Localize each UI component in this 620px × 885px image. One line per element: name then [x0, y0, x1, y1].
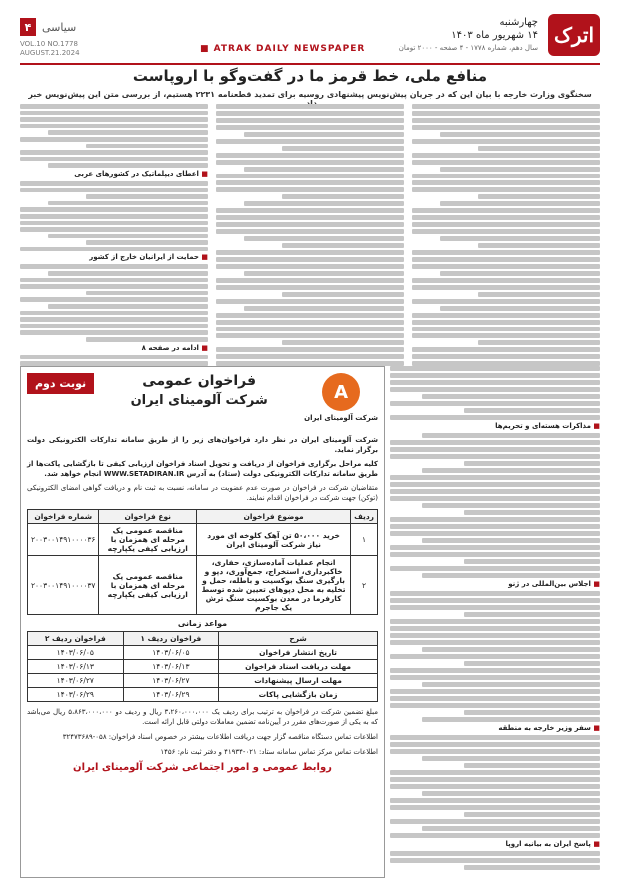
body-text-line [390, 833, 600, 838]
company-logo [304, 373, 378, 422]
body-text-line [390, 598, 600, 603]
row-subject: انجام عملیات آماده‌سازی، حفاری، خاکبرداری، استخراج، جمع‌آوری، دپو و بارگیری سنگ بوکسیت و باطله، حمل و تخلیه به محل دپوهای تعیین شده توسط کارفرما در معدن بوکسیت سنگ ترش یک جاجرم [197, 556, 351, 615]
deadlines-label: مواعد زمانی [177, 619, 228, 628]
body-text-line [412, 347, 600, 352]
body-text-line [244, 306, 404, 311]
body-text-line [390, 475, 600, 480]
body-text-line [422, 791, 601, 796]
body-text-line [216, 257, 404, 262]
body-text-line [422, 433, 601, 438]
ad-note: متقاضیان شرکت در فراخوان در صورت عدم عضویت در سامانه، نسبت به ثبت نام و دریافت گواهی امضای الکترونیکی (توکن) جهت شرکت در فراخوان اقدام نمایند. [27, 484, 378, 502]
body-text-line [412, 222, 600, 227]
body-text-line [216, 333, 404, 338]
body-text-line [20, 264, 208, 269]
body-text-line [390, 770, 600, 775]
row-number: ۲۰۰۳۰۰۱۴۹۱۰۰۰۰۳۶ [28, 524, 99, 556]
body-text-line [20, 297, 208, 302]
body-text-line [390, 749, 600, 754]
body-text-line [216, 125, 404, 130]
article-subhead-text: ادامه در صفحه ۸ [141, 343, 199, 352]
body-text-line [412, 125, 600, 130]
body-text-line [282, 292, 404, 297]
date-r2: ۱۴۰۳/۰۶/۲۹ [28, 688, 124, 702]
date-r1: ۱۴۰۳/۰۶/۲۷ [123, 674, 219, 688]
article-column-4 [390, 366, 600, 878]
body-text-line [464, 510, 601, 515]
body-text-line [390, 654, 600, 659]
body-text-line [412, 187, 600, 192]
body-text-line [86, 291, 208, 296]
body-text-line [440, 201, 600, 206]
body-text-line [478, 292, 600, 297]
article-subhead [390, 422, 600, 431]
date-label: زمان بازگشایی پاکات [219, 688, 378, 702]
body-text-line [390, 640, 600, 645]
body-text-line [412, 153, 600, 158]
body-text-line [216, 187, 404, 192]
issue-date: ۱۴ شهریور ماه ۱۴۰۳ [451, 30, 538, 41]
article-column-2 [216, 104, 404, 366]
article-subhead-text: سفر وزیر خارجه به منطقه [498, 724, 591, 732]
body-text-line [20, 284, 208, 289]
row-type: مناقصه عمومی یک مرحله ای همزمان با ارزیابی کیفی یکپارچه [99, 524, 197, 556]
bullet-icon: ■ [590, 580, 600, 588]
ad-title: فراخوان عمومی [142, 373, 257, 389]
body-text-line [86, 194, 208, 199]
body-text-line [20, 355, 208, 360]
body-text-line [390, 742, 600, 747]
weekday: چهارشنبه [499, 17, 538, 28]
body-text-line [464, 763, 601, 768]
body-text-line [390, 373, 600, 378]
body-text-line [412, 111, 600, 116]
body-text-line [412, 215, 600, 220]
article-columns [20, 104, 600, 366]
body-text-line [390, 675, 600, 680]
table-row [28, 524, 378, 556]
body-text-line [390, 798, 600, 803]
body-text-line [412, 264, 600, 269]
body-text-line [282, 340, 404, 345]
body-text-line [216, 111, 404, 116]
volume-info [20, 40, 80, 58]
body-text-line [244, 201, 404, 206]
body-text-line [422, 468, 601, 473]
body-text-line [412, 257, 600, 262]
date-r1: ۱۴۰۳/۰۶/۰۵ [123, 646, 219, 660]
body-text-line [216, 347, 404, 352]
body-text-line [390, 380, 600, 385]
body-text-line [390, 858, 600, 863]
body-text-line [216, 104, 404, 109]
tender-table [27, 509, 378, 615]
date-r2: ۱۴۰۳/۰۶/۱۳ [28, 660, 124, 674]
contact-info: اطلاعات تماس دستگاه مناقصه گزار جهت دریافت اطلاعات بیشتر در خصوص اسناد فراخوان: ۰۵۸-۳۲۴۷۳۶۸۹ [62, 733, 378, 741]
ad-intro-3-text: انجام خواهد شد. [44, 470, 102, 478]
body-text-line [282, 146, 404, 151]
table-row [28, 674, 378, 688]
body-text-line [390, 524, 600, 529]
body-text-line [216, 299, 404, 304]
nameplate: ■ ATRAK DAILY NEWSPAPER [200, 44, 366, 54]
body-text-line [478, 146, 600, 151]
body-text-line [390, 784, 600, 789]
body-text-line [390, 566, 600, 571]
body-text-line [20, 324, 208, 329]
body-text-line [216, 285, 404, 290]
body-text-line [20, 150, 208, 155]
body-text-line [48, 234, 208, 239]
body-text-line [20, 214, 208, 219]
body-text-line [216, 153, 404, 158]
body-text-line [412, 333, 600, 338]
body-text-line [216, 327, 404, 332]
body-text-line [412, 278, 600, 283]
bullet-icon: ■ [198, 343, 208, 352]
masthead [20, 14, 600, 64]
bullet-icon: ■ [590, 840, 600, 848]
body-text-line [20, 227, 208, 232]
body-text-line [390, 696, 600, 701]
body-text-line [464, 612, 601, 617]
body-text-line [412, 139, 600, 144]
body-text-line [244, 236, 404, 241]
row-number: ۲۰۰۳۰۰۱۴۹۱۰۰۰۰۳۷ [28, 556, 99, 615]
issue-date-latin: AUGUST.21.2024 [20, 49, 80, 57]
col-header-subject: موضوع فراخوان [197, 510, 351, 524]
body-text-line [20, 124, 208, 129]
body-text-line [390, 545, 600, 550]
body-text-line [440, 306, 600, 311]
body-text-line [20, 247, 208, 252]
bullet-icon: ■ [590, 422, 600, 430]
row-index: ۲ [351, 556, 378, 615]
body-text-line [282, 194, 404, 199]
body-text-line [390, 387, 600, 392]
body-text-line [422, 756, 601, 761]
body-text-line [412, 313, 600, 318]
body-text-line [390, 517, 600, 522]
body-text-line [390, 366, 600, 371]
body-text-line [216, 215, 404, 220]
body-text-line [422, 394, 601, 399]
bullet-icon: ■ [198, 169, 208, 178]
article-subhead [390, 724, 600, 733]
body-text-line [422, 647, 601, 652]
body-text-line [244, 167, 404, 172]
body-text-line [86, 240, 208, 245]
body-text-line [216, 180, 404, 185]
body-text-line [422, 573, 601, 578]
newspaper-logo: اترک [548, 14, 600, 56]
body-text-line [412, 250, 600, 255]
article-subhead-text: مذاکرات هسته‌ای و تحریم‌ها [495, 422, 591, 430]
body-text-line [412, 118, 600, 123]
table-row [28, 556, 378, 615]
body-text-line [48, 304, 208, 309]
body-text-line [20, 117, 208, 122]
body-text-line [216, 174, 404, 179]
body-text-line [464, 865, 601, 870]
ad-intro: شرکت آلومینای ایران در نظر دارد فراخوان‌های زیر را از طریق سامانه تدارکات الکترونیکی دولت برگزار نماید. [27, 436, 378, 454]
col-header-type: نوع فراخوان [99, 510, 197, 524]
setad-url[interactable]: WWW.SETADIRAN.IR [103, 470, 185, 478]
body-text-line [440, 132, 600, 137]
body-text-line [216, 250, 404, 255]
body-text-line [412, 160, 600, 165]
body-text-line [48, 201, 208, 206]
article-lead: سخنگوی وزارت خارجه با بیان این که در جریان پیش‌نویس پیشنهادی روسیه برای تمدید قطعنامه ۲۲۳۱ هستیم، از بررسی متن این پیش‌نویس خبر [28, 90, 592, 99]
body-text-line [20, 317, 208, 322]
body-text-line [390, 777, 600, 782]
article-subhead-text: اعطای دیپلماتیک در کشورهای عربی [74, 169, 199, 178]
page-number: ۴ [20, 18, 36, 36]
body-text-line [20, 221, 208, 226]
body-text-line [390, 689, 600, 694]
col-header-number: شماره فراخوان [28, 510, 99, 524]
body-text-line [390, 552, 600, 557]
body-text-line [390, 735, 600, 740]
article-column-3 [412, 104, 600, 366]
article-subhead-text: پاسخ ایران به بیانیه اروپا [505, 840, 591, 848]
body-text-line [412, 104, 600, 109]
article-subhead [20, 253, 208, 262]
issue-date-block [399, 16, 538, 55]
body-text-line [412, 180, 600, 185]
body-text-line [390, 531, 600, 536]
body-text-line [412, 299, 600, 304]
body-text-line [390, 703, 600, 708]
article-subhead-text: اجلاس بین‌المللی در ژنو [508, 580, 591, 588]
body-text-line [390, 489, 600, 494]
table-row [28, 646, 378, 660]
date-r1: ۱۴۰۳/۰۶/۲۹ [123, 688, 219, 702]
body-text-line [478, 194, 600, 199]
body-text-line [216, 264, 404, 269]
body-text-line [216, 222, 404, 227]
body-text-line [390, 626, 600, 631]
body-text-line [244, 271, 404, 276]
dates-header-desc: شرح [219, 632, 378, 646]
date-r2: ۱۴۰۳/۰۶/۲۷ [28, 674, 124, 688]
bullet-icon: ■ [590, 724, 600, 732]
body-text-line [464, 408, 601, 413]
dates-header-r2: فراخوان ردیف ۲ [28, 632, 124, 646]
body-text-line [390, 819, 600, 824]
tender-advertisement [20, 366, 385, 878]
article-column-1 [20, 104, 208, 366]
body-text-line [86, 144, 208, 149]
body-text-line [20, 137, 208, 142]
body-text-line [422, 682, 601, 687]
body-text-line [48, 163, 208, 168]
bullet-icon: ■ [198, 253, 208, 262]
body-text-line [390, 482, 600, 487]
body-text-line [216, 139, 404, 144]
body-text-line [478, 340, 600, 345]
body-text-line [422, 503, 601, 508]
body-text-line [390, 619, 600, 624]
ad-intro-2 [27, 459, 378, 479]
body-text-line [20, 188, 208, 193]
body-text-line [216, 278, 404, 283]
body-text-line [464, 559, 601, 564]
body-text-line [464, 710, 601, 715]
article-subhead [390, 580, 600, 589]
body-text-line [390, 633, 600, 638]
body-text-line [478, 243, 600, 248]
col-header-row: ردیف [351, 510, 378, 524]
setad-contact: اطلاعات تماس مرکز تماس سامانه ستاد: ۰۲۱-۴۱۹۳۴ و دفتر ثبت نام: ۱۴۵۶ [160, 748, 378, 756]
body-text-line [412, 354, 600, 359]
body-text-line [412, 327, 600, 332]
body-text-line [422, 538, 601, 543]
body-text-line [20, 181, 208, 186]
body-text-line [412, 285, 600, 290]
ad-intro-2-text: کلیه مراحل برگزاری فراخوان از دریافت و تحویل اسناد فراخوان ارزیابی کیفی تا بازگشایی پاکت‌ها از طریق سامانه تدارکات الکترونیکی دولت (ستاد) به آدرس [27, 460, 378, 478]
body-text-line [48, 130, 208, 135]
body-text-line [390, 496, 600, 501]
body-text-line [390, 668, 600, 673]
article-subhead [390, 840, 600, 849]
deadlines-table [27, 631, 378, 702]
body-text-line [390, 605, 600, 610]
body-text-line [390, 440, 600, 445]
row-subject: خرید ۵۰،۰۰۰ تن آهک کلوخه ای مورد نیاز شرکت آلومینای ایران [197, 524, 351, 556]
body-text-line [390, 454, 600, 459]
guarantee-note: مبلغ تضمین شرکت در فراخوان به ترتیب برای ردیف یک ۳،۲۶۰،۰۰۰،۰۰۰ ریال و ردیف دو ۵،۸۶۳،۰۰۰،۰۰۰ ریال می‌باشد که به یکی از صورت‌های مقرر در آیین‌نامه تضمین معاملات دولتی قابل ارائه است. [27, 708, 378, 726]
page-indicator [20, 18, 76, 36]
body-text-line [390, 851, 600, 856]
body-text-line [86, 337, 208, 342]
body-text-line [464, 461, 601, 466]
ad-company: شرکت آلومینای ایران [130, 393, 268, 408]
body-text-line [20, 207, 208, 212]
body-text-line [216, 354, 404, 359]
body-text-line [412, 208, 600, 213]
article-subhead [20, 344, 208, 353]
issue-meta: سال دهم، شماره ۱۷۷۸ - ۴ صفحه - ۲۰۰۰ تومان [398, 44, 538, 52]
date-label: تاریخ انتشار فراخوان [219, 646, 378, 660]
body-text-line [20, 104, 208, 109]
body-text-line [216, 313, 404, 318]
date-r1: ۱۴۰۳/۰۶/۱۳ [123, 660, 219, 674]
body-text-line [412, 320, 600, 325]
article-headline: منافع ملی، خط قرمز ما در گفت‌وگو با اروپاست [132, 67, 488, 85]
body-text-line [464, 812, 601, 817]
body-text-line [20, 278, 208, 283]
body-text-line [20, 157, 208, 162]
dates-header-r1: فراخوان ردیف ۱ [123, 632, 219, 646]
body-text-line [412, 229, 600, 234]
volume-number: VOL.10 NO.1778 [20, 40, 78, 48]
body-text-line [216, 320, 404, 325]
ad-signature: روابط عمومی و امور اجتماعی شرکت آلومینای ایران [73, 762, 332, 773]
date-label: مهلت دریافت اسناد فراخوان [219, 660, 378, 674]
nameplate-text: ATRAK DAILY NEWSPAPER [213, 44, 366, 54]
body-text-line [20, 330, 208, 335]
body-text-line [412, 174, 600, 179]
round-badge: نوبت دوم [27, 373, 94, 394]
table-row [28, 660, 378, 674]
body-text-line [244, 132, 404, 137]
body-text-line [216, 160, 404, 165]
header-rule [20, 63, 600, 65]
body-text-line [390, 805, 600, 810]
row-type: مناقصه عمومی یک مرحله ای همزمان با ارزیابی کیفی یکپارچه [99, 556, 197, 615]
body-text-line [390, 591, 600, 596]
section-name: سیاسی [42, 20, 77, 34]
body-text-line [48, 271, 208, 276]
company-logo-caption: شرکت آلومینای ایران [304, 414, 378, 422]
body-text-line [440, 271, 600, 276]
body-text-line [390, 447, 600, 452]
body-text-line [390, 415, 600, 420]
body-text-line [216, 208, 404, 213]
body-text-line [20, 111, 208, 116]
row-index: ۱ [351, 524, 378, 556]
body-text-line [464, 661, 601, 666]
body-text-line [390, 401, 600, 406]
body-text-line [216, 229, 404, 234]
body-text-line [440, 236, 600, 241]
body-text-line [216, 118, 404, 123]
article-subhead-text: حمایت از ایرانیان خارج از کشور [89, 253, 199, 262]
body-text-line [282, 243, 404, 248]
body-text-line [440, 167, 600, 172]
date-r2: ۱۴۰۳/۰۶/۰۵ [28, 646, 124, 660]
date-label: مهلت ارسال پیشنهادات [219, 674, 378, 688]
body-text-line [422, 717, 601, 722]
aluminium-logo-icon: A [322, 373, 360, 411]
body-text-line [20, 311, 208, 316]
article-subhead [20, 170, 208, 179]
body-text-line [422, 826, 601, 831]
table-row [28, 688, 378, 702]
